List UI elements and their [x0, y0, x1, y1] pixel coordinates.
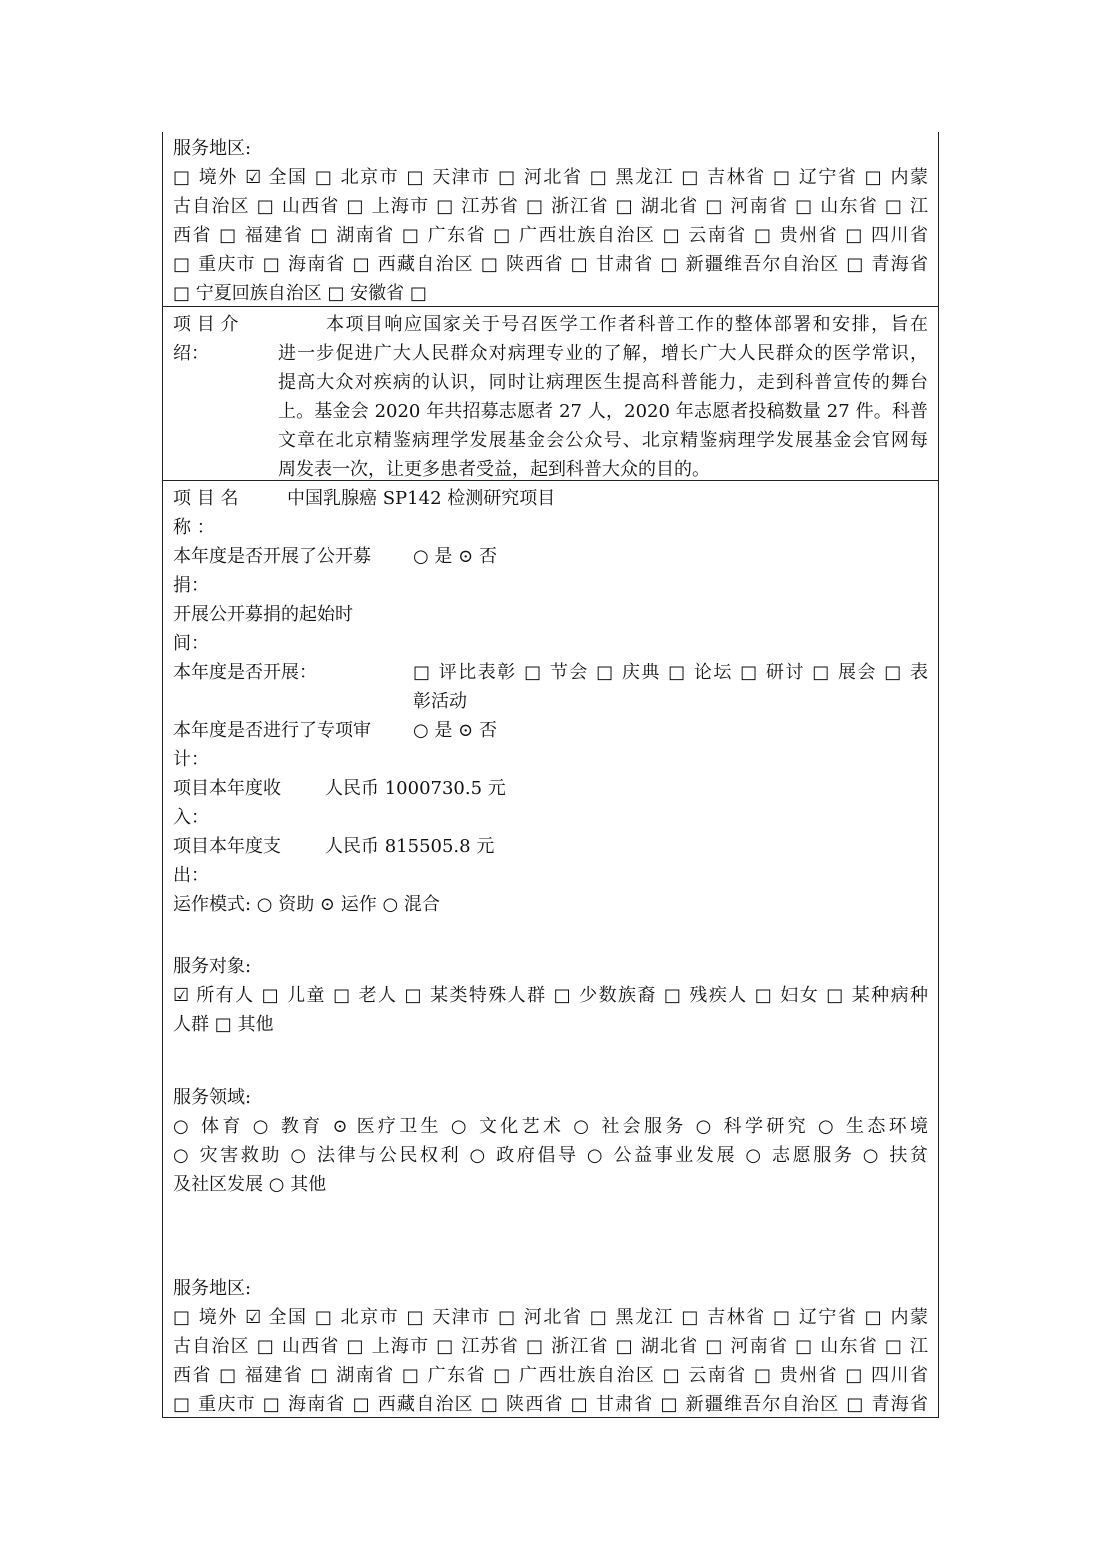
target-label: 服务对象:	[173, 956, 252, 977]
audit-label: 本年度是否进行了专项审	[173, 720, 371, 741]
region-label: 服务地区:	[173, 1278, 252, 1299]
income-label: 项目本年度收	[173, 778, 281, 799]
row-divider	[163, 306, 938, 307]
intro-line: 文章在北京精鉴病理学发展基金会公众号、北京精鉴病理学发展基金会官网每	[278, 430, 928, 451]
intro-line: 本项目响应国家关于号召医学工作者科普工作的整体部署和安排，旨在	[326, 314, 928, 335]
income-label-cont: 入：	[173, 807, 209, 828]
expense-label-cont: 出：	[173, 865, 209, 886]
income-value: 人民币 1000730.5 元	[325, 778, 506, 799]
region-line: □ 重庆市 □ 海南省 □ 西藏自治区 □ 陕西省 □ 甘肃省 □ 新疆维吾尔自治区 □ 青海省	[173, 254, 928, 275]
intro-text	[278, 310, 928, 484]
project-name-value: 中国乳腺癌 SP142 检测研究项目	[287, 488, 556, 509]
region-line: 西省 □ 福建省 □ 湖南省 □ 广东省 □ 广西壮族自治区 □ 云南省 □ 贵州省 □ 四川省	[173, 225, 928, 246]
target-line: ☑ 所有人 □ 儿童 □ 老人 □ 某类特殊人群 □ 少数族裔 □ 残疾人 □ 妇女 □ 某种病种	[173, 985, 928, 1006]
intro-line: 提高大众对疾病的认识，同时让病理医生提高科普能力，走到科普宣传的舞台	[278, 372, 928, 393]
region-line: □ 境外 ☑ 全国 □ 北京市 □ 天津市 □ 河北省 □ 黑龙江 □ 吉林省 □ 辽宁省 □ 内蒙	[173, 1307, 928, 1328]
intro-label-cont: 绍：	[173, 343, 209, 364]
project-name-label-cont: 称 ：	[173, 517, 215, 538]
region-line: □ 境外 ☑ 全国 □ 北京市 □ 天津市 □ 河北省 □ 黑龙江 □ 吉林省 □ 辽宁省 □ 内蒙	[173, 167, 928, 188]
intro-line: 周发表一次，让更多患者受益，起到科普大众的目的。	[278, 459, 710, 480]
operation-mode: 运作模式: ○ 资助 ⊙ 运作 ○ 混合	[173, 894, 440, 915]
expense-label: 项目本年度支	[173, 836, 281, 857]
field-line: ○ 灾害救助 ○ 法律与公民权利 ○ 政府倡导 ○ 公益事业发展 ○ 志愿服务 ○ 扶贫	[173, 1145, 929, 1166]
field-line: ○ 体育 ○ 教育 ⊙ 医疗卫生 ○ 文化艺术 ○ 社会服务 ○ 科学研究 ○ 生态环境	[173, 1116, 928, 1137]
report-table	[162, 132, 939, 1418]
region-line: □ 重庆市 □ 海南省 □ 西藏自治区 □ 陕西省 □ 甘肃省 □ 新疆维吾尔自治区 □ 青海省	[173, 1394, 928, 1415]
activities-line: □ 评比表彰 □ 节会 □ 庆典 □ 论坛 □ 研讨 □ 展会 □ 表	[413, 662, 928, 683]
start-time-label-cont: 间：	[173, 633, 209, 654]
audit-radio: ○ 是 ⊙ 否	[413, 720, 497, 741]
region-label: 服务地区:	[173, 138, 252, 159]
fundraise-label: 本年度是否开展了公开募	[173, 546, 371, 567]
region-line: □ 宁夏回族自治区 □ 安徽省 □	[173, 283, 427, 304]
audit-label-cont: 计：	[173, 749, 209, 770]
intro-line: 进一步促进广大人民群众对病理专业的了解，增长广大人民群众的医学常识，	[278, 343, 928, 364]
field-line: 及社区发展 ○ 其他	[173, 1174, 327, 1195]
region-line: 古自治区 □ 山西省 □ 上海市 □ 江苏省 □ 浙江省 □ 湖北省 □ 河南省 □ 山东省 □ 江	[173, 196, 928, 217]
project-name-label: 项 目 名	[173, 488, 239, 509]
start-time-label: 开展公开募捐的起始时	[173, 604, 353, 625]
fundraise-radio: ○ 是 ⊙ 否	[413, 546, 497, 567]
field-label: 服务领域:	[173, 1087, 252, 1108]
intro-label: 项 目 介	[173, 314, 239, 335]
fundraise-label-cont: 捐：	[173, 575, 209, 596]
row-divider	[163, 480, 938, 481]
region-line: 西省 □ 福建省 □ 湖南省 □ 广东省 □ 广西壮族自治区 □ 云南省 □ 贵州省 □ 四川省	[173, 1365, 928, 1386]
activities-label: 本年度是否开展：	[173, 662, 317, 683]
intro-line: 上。基金会 2020 年共招募志愿者 27 人，2020 年志愿者投稿数量 27 件。科普	[278, 401, 928, 422]
activities-line: 彰活动	[413, 691, 467, 712]
region-line: 古自治区 □ 山西省 □ 上海市 □ 江苏省 □ 浙江省 □ 湖北省 □ 河南省 □ 山东省 □ 江	[173, 1336, 928, 1357]
expense-value: 人民币 815505.8 元	[325, 836, 495, 857]
target-line: 人群 □ 其他	[173, 1014, 274, 1035]
